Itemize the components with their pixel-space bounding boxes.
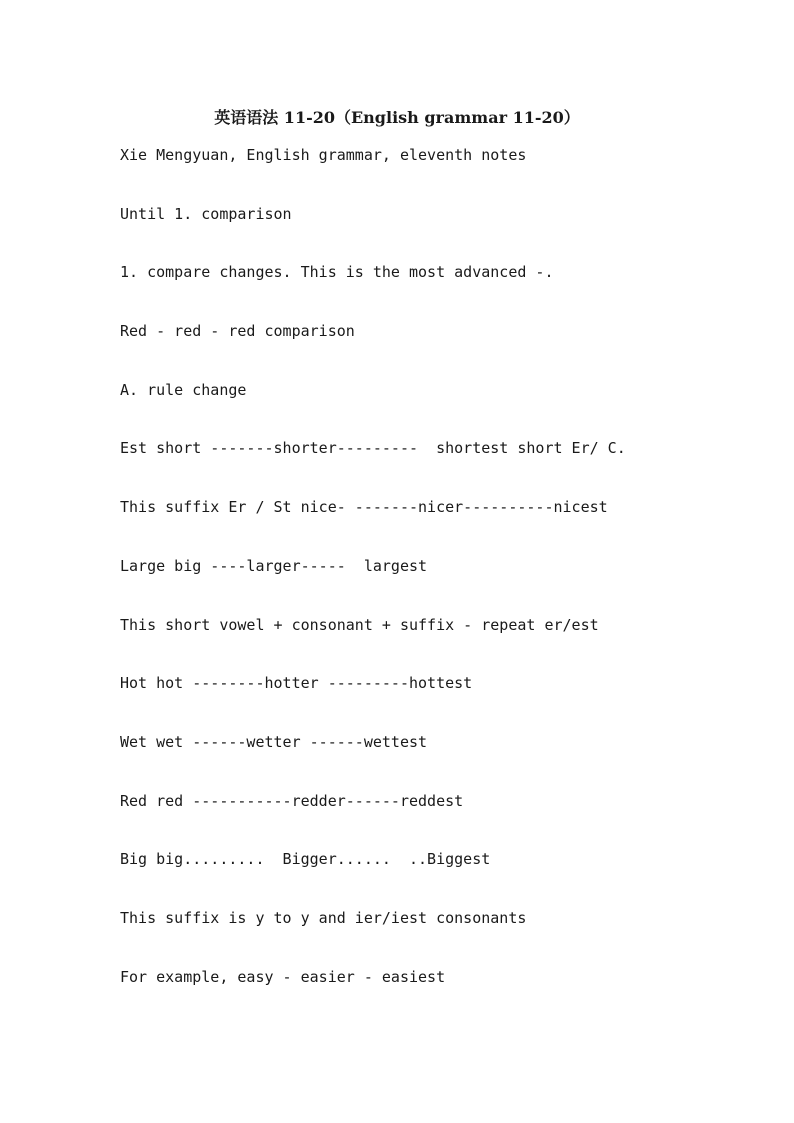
text-line: Est short -------shorter--------- shortest short Er/ C. bbox=[120, 439, 626, 458]
text-line: This suffix is y to y and ier/iest consonants bbox=[120, 908, 527, 927]
text-line: 1. compare changes. This is the most advanced -. bbox=[120, 263, 554, 282]
text-line: This short vowel + consonant + suffix - repeat er/est bbox=[120, 615, 599, 634]
text-line: Red - red - red comparison bbox=[120, 322, 355, 341]
text-line: Wet wet ------wetter ------wettest bbox=[120, 732, 428, 751]
document-body bbox=[120, 145, 720, 1025]
text-line: Until 1. comparison bbox=[120, 204, 292, 223]
text-line: Red red -----------redder------reddest bbox=[120, 791, 464, 810]
text-line: Xie Mengyuan, English grammar, eleventh notes bbox=[120, 146, 527, 164]
text-line: For example, easy - easier - easiest bbox=[120, 967, 446, 986]
text-line: Big big......... Bigger...... ..Biggest bbox=[120, 850, 491, 869]
text-line: This suffix Er / St nice- -------nicer----------nicest bbox=[120, 498, 608, 517]
text-line: Hot hot --------hotter ---------hottest bbox=[120, 674, 473, 693]
text-line: Large big ----larger----- largest bbox=[120, 556, 428, 575]
text-line: A. rule change bbox=[120, 380, 247, 399]
document-title: 英语语法 11-20（English grammar 11-20） bbox=[214, 108, 580, 127]
